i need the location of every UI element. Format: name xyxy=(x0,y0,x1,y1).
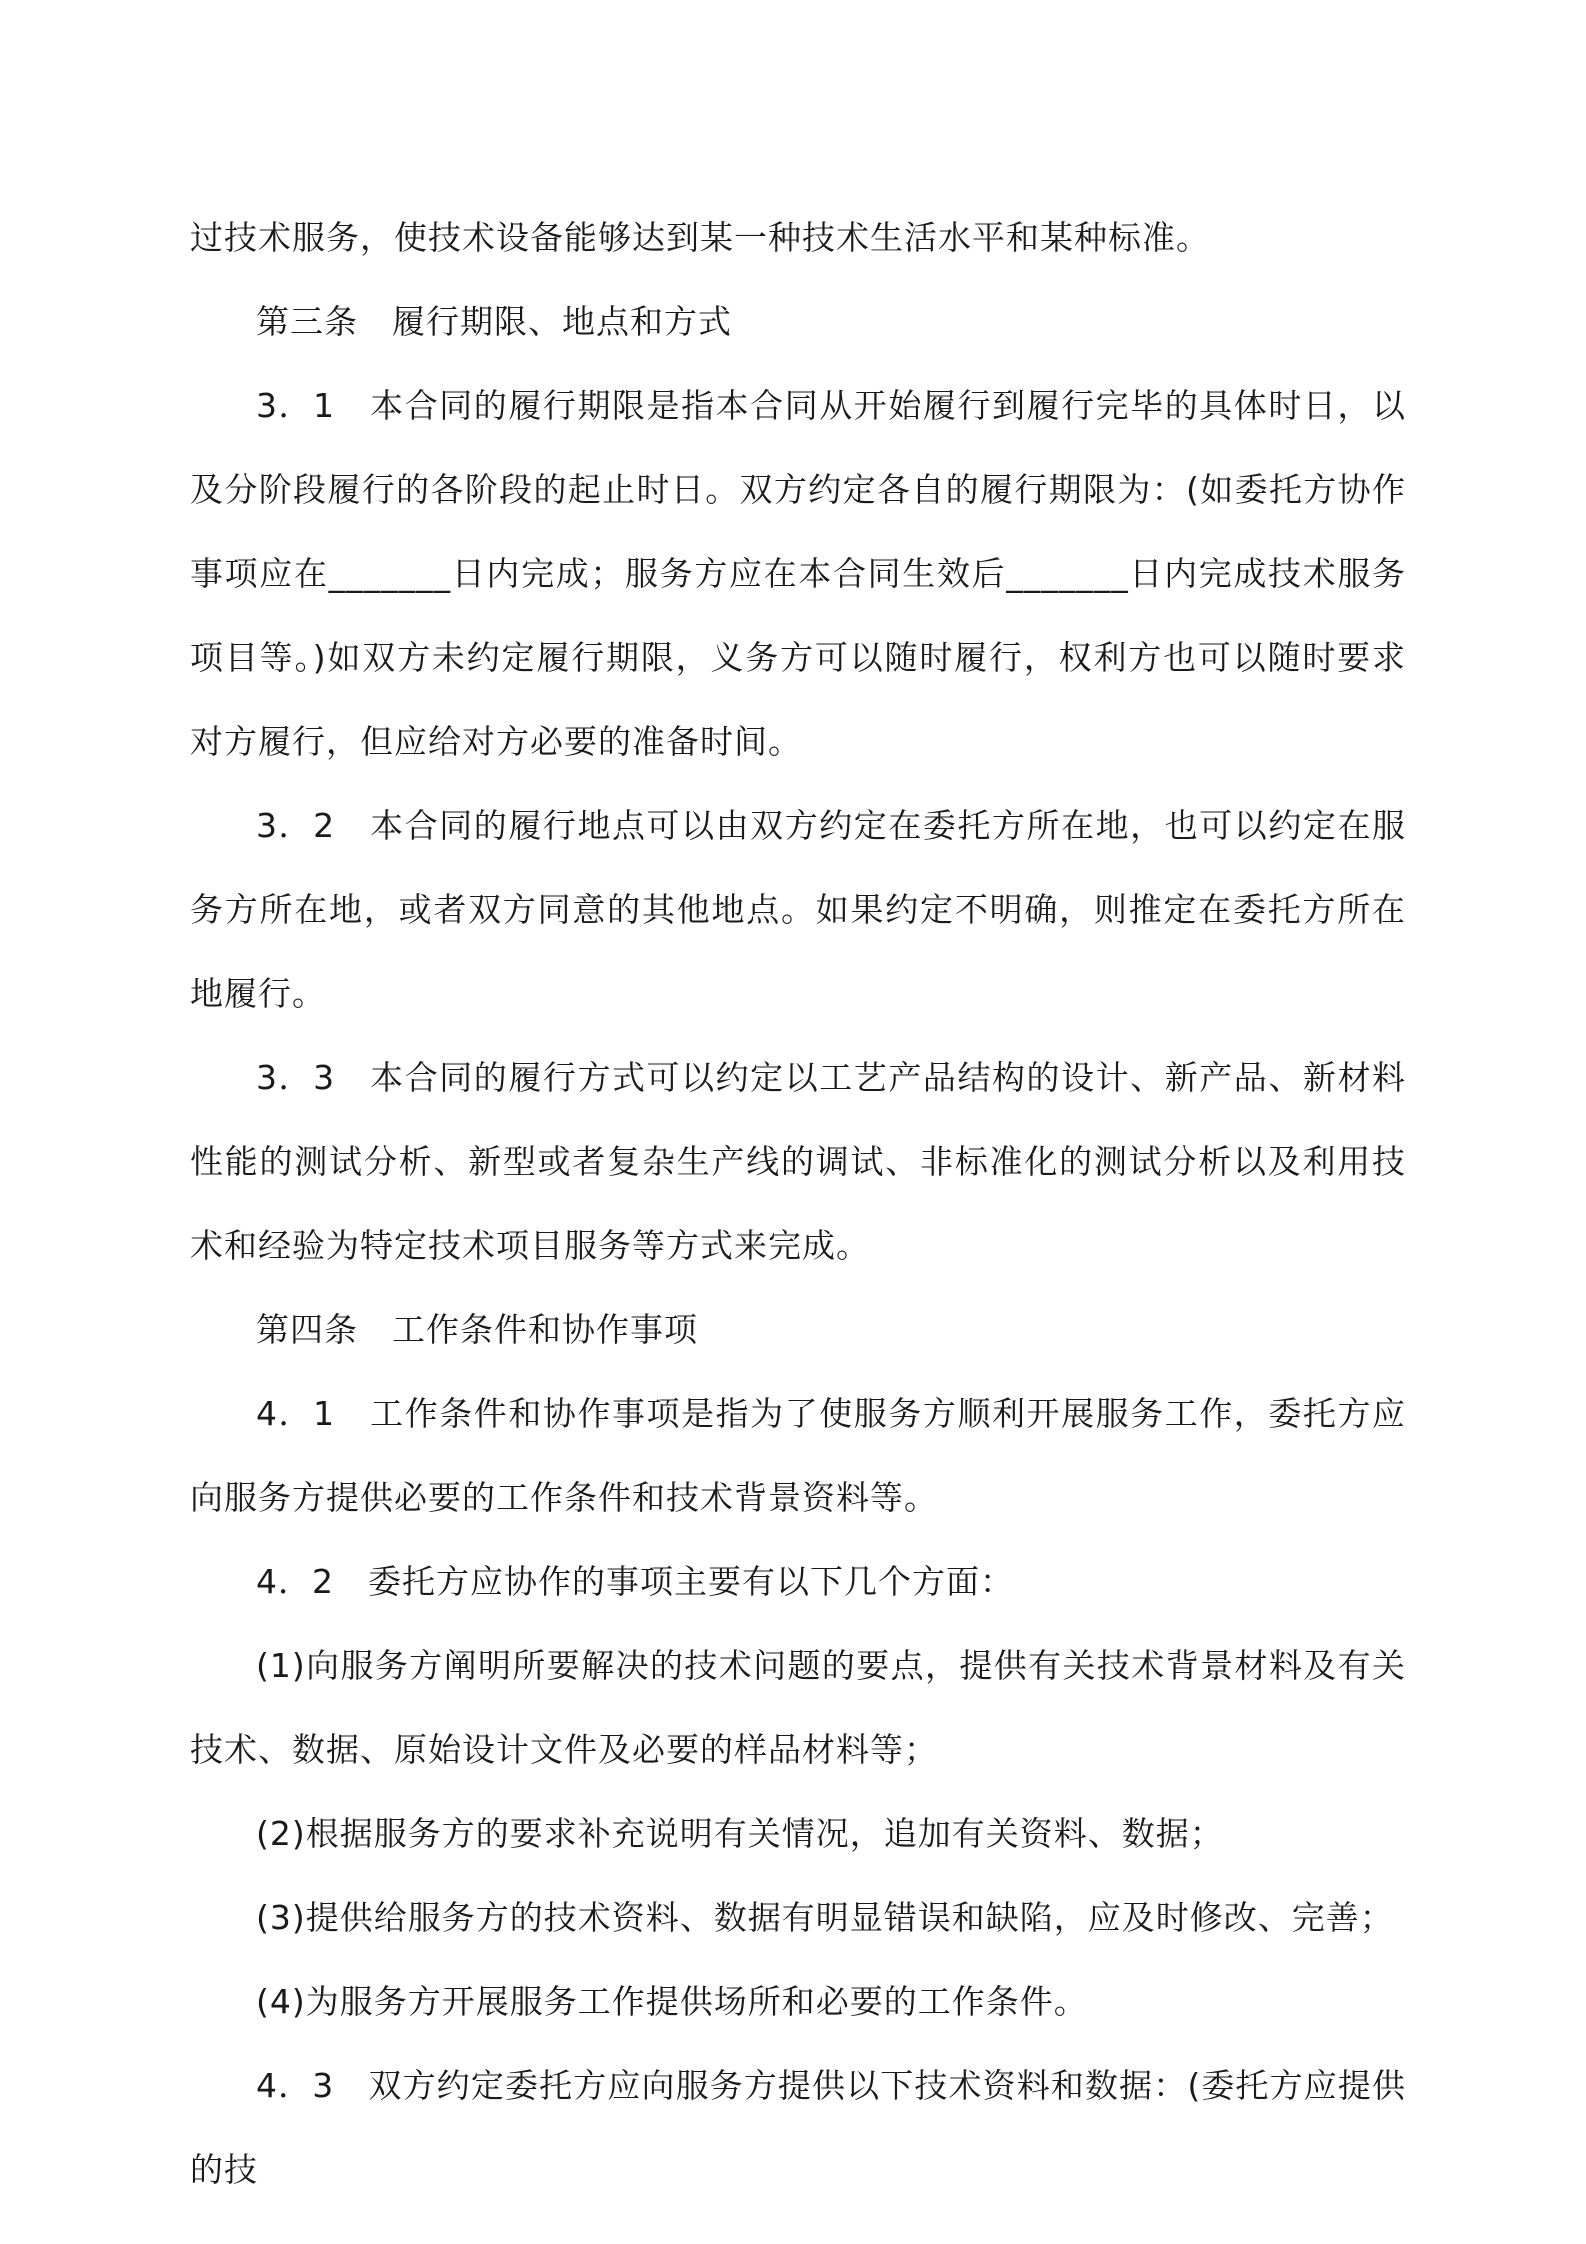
clause-4-3: 4．3 双方约定委托方应向服务方提供以下技术资料和数据：(委托方应提供的技 xyxy=(190,2066,1406,2189)
clause-3-1: 3．1 本合同的履行期限是指本合同从开始履行到履行完毕的具体时日，以及分阶段履行的各阶段的起止时日。双方约定各自的履行期限为：(如委托方协作事项应在_______日内完成；服务方应在本合同生效后_______日内完成技术服务项目等。)如双方未约定履行期限，义务方可以随时履行，权利方也可以随时要求对方履行，但应给对方必要的准备时间。 xyxy=(190,386,1406,761)
list-item-3: (3)提供给服务方的技术资料、数据有明显错误和缺陷，应及时修改、完善； xyxy=(256,1898,1394,1937)
clause-3-3: 3．3 本合同的履行方式可以约定以工艺产品结构的设计、新产品、新材料性能的测试分析、新型或者复杂生产线的调试、非标准化的测试分析以及利用技术和经验为特定技术项目服务等方式来完成。 xyxy=(190,1058,1406,1265)
list-item-1: (1)向服务方阐明所要解决的技术问题的要点，提供有关技术背景材料及有关技术、数据、原始设计文件及必要的样品材料等； xyxy=(190,1646,1406,1769)
article-heading-3: 第三条 履行期限、地点和方式 xyxy=(256,302,732,341)
clause-4-2: 4．2 委托方应协作的事项主要有以下几个方面： xyxy=(256,1562,1014,1601)
paragraph-continuation: 过技术服务，使技术设备能够达到某一种技术生活水平和某种标准。 xyxy=(190,218,1210,257)
document-page xyxy=(190,196,1406,2212)
list-item-2: (2)根据服务方的要求补充说明有关情况，追加有关资料、数据； xyxy=(256,1814,1224,1853)
list-item-4: (4)为服务方开展服务工作提供场所和必要的工作条件。 xyxy=(256,1982,1088,2021)
article-heading-4: 第四条 工作条件和协作事项 xyxy=(256,1310,698,1349)
clause-3-2: 3．2 本合同的履行地点可以由双方约定在委托方所在地，也可以约定在服务方所在地，或者双方同意的其他地点。如果约定不明确，则推定在委托方所在地履行。 xyxy=(190,806,1406,1013)
clause-4-1: 4．1 工作条件和协作事项是指为了使服务方顺利开展服务工作，委托方应向服务方提供必要的工作条件和技术背景资料等。 xyxy=(190,1394,1406,1517)
